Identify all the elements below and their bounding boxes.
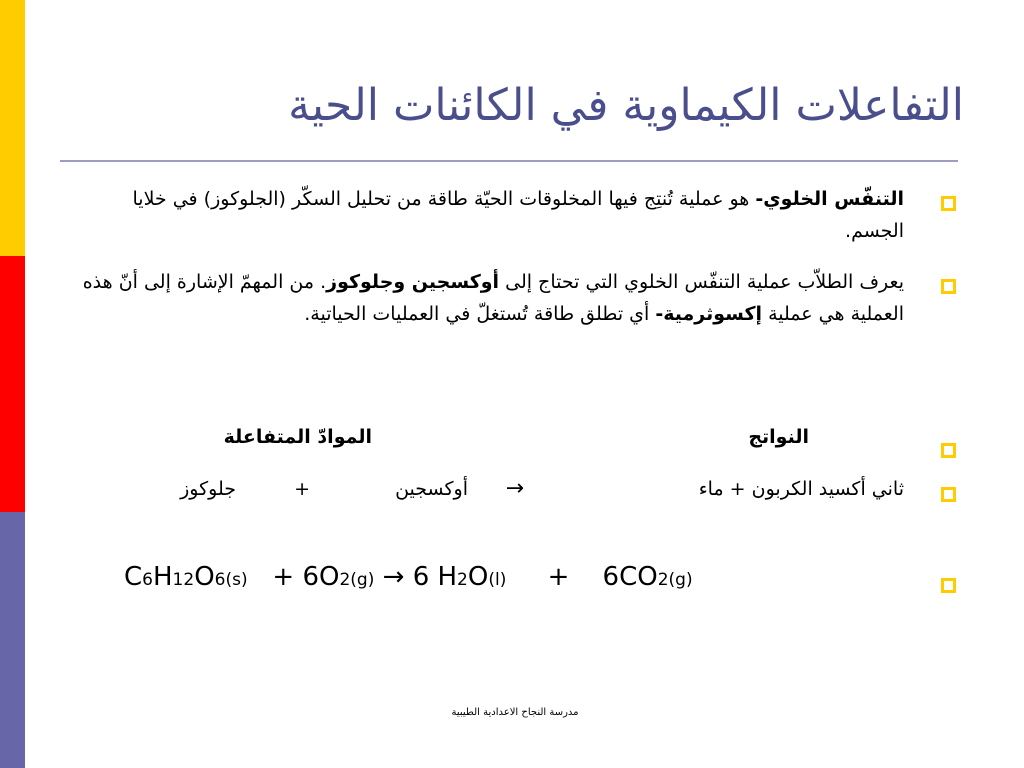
chem-state: (g) [668, 570, 693, 590]
word-products: ثاني أكسيد الكربون + ماء [698, 478, 904, 500]
chem-token: 12 [172, 570, 195, 590]
text-segment: يعرف الطلاّب عملية التنفّس الخلوي التي تحتاج إلى [499, 271, 904, 293]
chem-token: 2 [657, 570, 669, 590]
word-glucose: جلوكوز [180, 478, 236, 500]
chem-token: C [124, 562, 143, 592]
chem-token: 6CO [602, 562, 658, 592]
chemical-equation [124, 562, 693, 592]
stripe-purple [0, 512, 25, 768]
chem-token: 6 H [412, 562, 458, 592]
bullet-square-icon [941, 443, 956, 458]
header-products: النواتج [748, 426, 809, 448]
stripe-yellow [0, 0, 25, 256]
word-arrow-icon: → [505, 476, 524, 501]
bullet-square-icon [941, 279, 956, 294]
chem-token: 6 [142, 570, 153, 590]
term-cellular-respiration: التنفّس الخلوي- [755, 188, 904, 210]
bullet-square-icon [941, 196, 956, 211]
word-plus: + [294, 478, 310, 500]
title-divider [60, 160, 958, 162]
bold-oxygen-glucose: أوكسجين وجلوكوز [326, 271, 500, 293]
text-segment: أي تطلق طاقة تُستغلّ في العمليات الحياتية. [304, 303, 656, 325]
footer-school-name: مدرسة النجاح الاعدادية الطيبية [451, 707, 579, 718]
chem-token: H [152, 562, 173, 592]
chem-token: + 6O [272, 562, 340, 592]
bold-exothermic: إكسوثرمية- [655, 303, 763, 325]
stripe-red [0, 256, 25, 512]
chem-state: (l) [488, 570, 507, 590]
header-reactants: الموادّ المتفاعلة [223, 426, 372, 448]
definition-text: هو عملية تُنتِج فيها المخلوقات الحيّة طاقة من تحليل السكّر (الجلوكوز) في خلايا الجسم. [132, 188, 904, 242]
chem-state: (g) [350, 570, 375, 590]
bullet-square-icon [941, 487, 956, 502]
slide-title: التفاعلات الكيماوية في الكائنات الحية [288, 80, 964, 131]
bullet-square-icon [941, 578, 956, 593]
chem-token: + [547, 562, 570, 592]
paragraph-cellular-respiration [74, 183, 904, 247]
chem-token: O [467, 562, 489, 592]
word-oxygen: أوكسجين [395, 478, 468, 500]
chem-token: O [194, 562, 215, 592]
reaction-arrow-icon: → [382, 562, 405, 592]
paragraph-exothermic [64, 266, 904, 330]
chem-state: (s) [225, 570, 248, 590]
chem-token: 6 [214, 570, 226, 590]
chem-token: 2 [339, 570, 351, 590]
chem-token: 2 [457, 570, 468, 590]
text-segment: . من المهمّ الإشارة إلى أنّ هذه العملية هي عملية [82, 271, 904, 325]
